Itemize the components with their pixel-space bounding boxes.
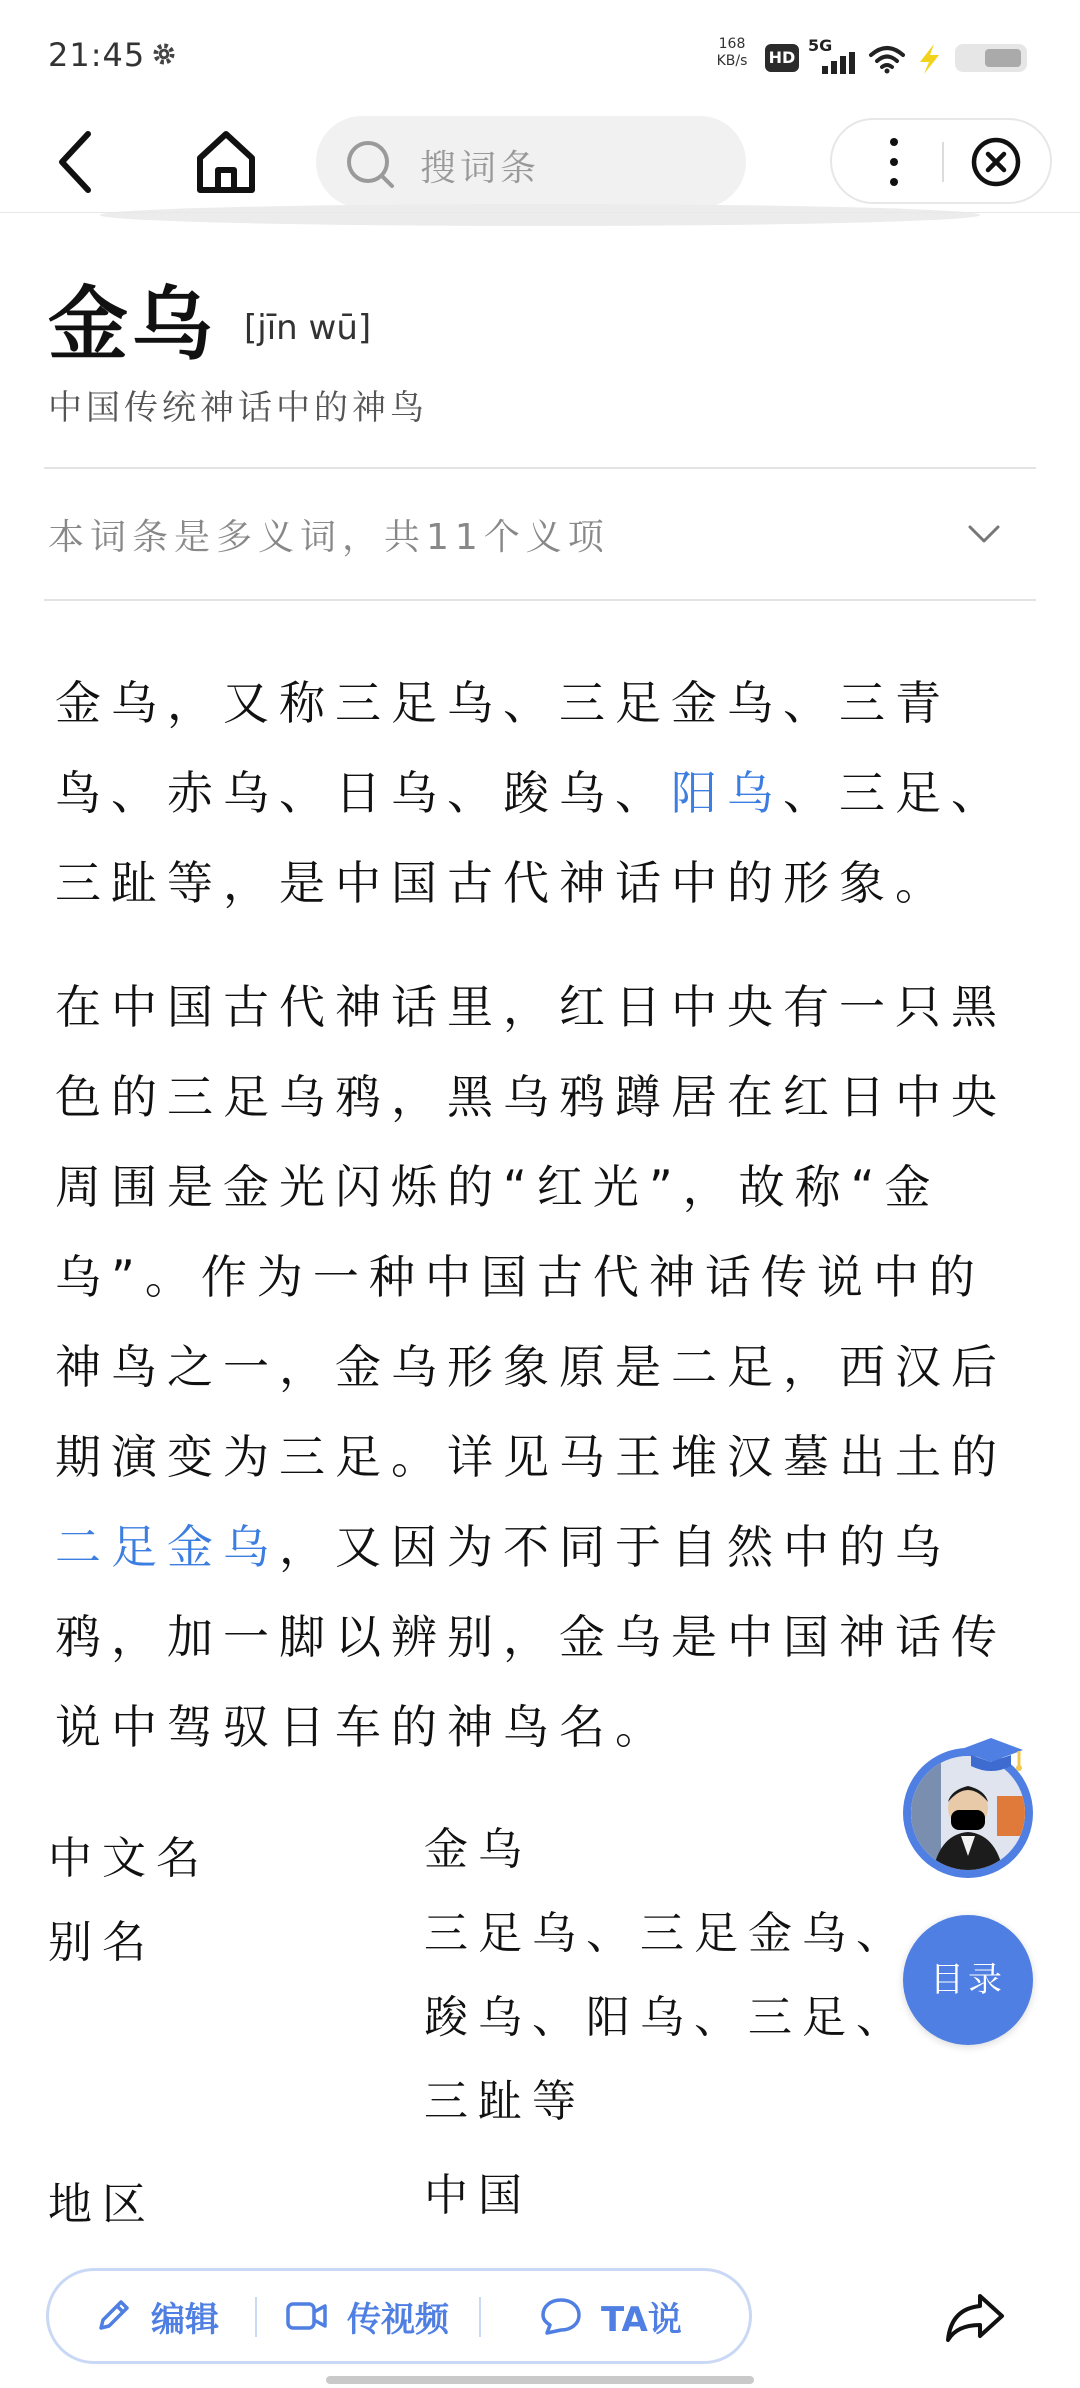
entry-subtitle: 中国传统神话中的神鸟 (48, 388, 428, 428)
close-icon[interactable] (970, 136, 1022, 188)
graduation-cap-icon (955, 1734, 1025, 1778)
link-erzu-jinwu[interactable]: 二足金乌 (55, 1520, 279, 1574)
assistant-avatar-button[interactable] (903, 1748, 1033, 1878)
polysemy-selector[interactable] (44, 469, 1036, 599)
paragraph-text: 、三足、三趾等，是中国古代神话中的形象。 (55, 766, 1007, 910)
gear-icon (150, 40, 178, 68)
infobox-value: 金乌 (424, 1824, 532, 1875)
divider (44, 599, 1036, 601)
hd-badge: HD (765, 44, 799, 72)
battery-icon (955, 44, 1027, 72)
upload-video-label: 传视频 (347, 2299, 449, 2340)
wifi-icon (868, 44, 906, 74)
network-speed-unit: KB/s (716, 53, 748, 69)
network-speed (712, 36, 752, 70)
infobox-label: 别名 (48, 1917, 156, 1968)
search-placeholder: 搜词条 (420, 148, 541, 189)
entry-pinyin[interactable]: [jīn wū] (244, 308, 372, 348)
home-indicator[interactable] (326, 2376, 754, 2384)
home-icon[interactable] (190, 126, 262, 198)
infobox-label: 中文名 (48, 1833, 210, 1884)
separator (479, 2297, 481, 2337)
infobox-label: 地区 (48, 2179, 156, 2230)
search-icon (344, 138, 396, 190)
search-input[interactable] (316, 116, 746, 208)
chevron-down-icon (964, 513, 1004, 553)
toc-button[interactable]: 目录 (903, 1915, 1033, 2045)
signal-icon (808, 36, 856, 74)
ta-talk-button[interactable] (539, 2271, 682, 2361)
edit-label: 编辑 (151, 2299, 219, 2340)
entry-title: 金乌 (48, 278, 216, 371)
separator (255, 2297, 257, 2337)
pencil-icon (93, 2296, 133, 2336)
infobox-value: 中国 (424, 2170, 532, 2221)
network-speed-value: 168 (718, 36, 746, 52)
upload-video-button[interactable] (285, 2271, 449, 2361)
nav-divider (0, 212, 1080, 213)
ta-talk-label: TA说 (601, 2299, 682, 2340)
back-icon[interactable] (46, 126, 110, 198)
bolt-icon (914, 42, 944, 76)
network-type: 5G (808, 36, 833, 55)
more-icon[interactable] (884, 136, 904, 188)
intro-paragraph (55, 658, 1035, 928)
edit-button[interactable] (93, 2271, 219, 2361)
body-paragraph (55, 962, 1035, 1772)
pill-divider (942, 142, 944, 182)
infobox-value: 三足乌、三足金乌、踆乌、阳乌、三足、三趾等 (424, 1908, 910, 2127)
bottom-actions-pill (46, 2268, 752, 2364)
paragraph-text: 金乌，又称三足乌、三足金乌、三青鸟、赤乌、日乌、踆乌、 (55, 676, 951, 820)
bottom-toolbar (0, 2240, 1080, 2388)
paragraph-text: 在中国古代神话里，红日中央有一只黑色的三足乌鸦，黑乌鸦蹲居在红日中央周围是金光闪烁的“红光”，故称“金乌”。作为一种中国古代神话传说中的神鸟之一，金乌形象原是二足，西汉后期演变为三足。详见马王堆汉墓出土的 (55, 980, 1007, 1484)
nav-bar (0, 110, 1080, 214)
chat-icon (539, 2296, 583, 2336)
video-icon (285, 2296, 329, 2336)
status-bar (0, 0, 1080, 110)
status-time: 21:45 (48, 36, 146, 74)
share-icon[interactable] (944, 2290, 1006, 2344)
nav-action-pill (830, 118, 1052, 204)
paragraph-text: ，又因为不同于自然中的乌鸦，加一脚以辨别，金乌是中国神话传说中驾驭日车的神鸟名。 (55, 1520, 1007, 1754)
link-yangwu[interactable]: 阳乌 (671, 766, 783, 820)
nav-shadow (100, 204, 980, 226)
polysemy-note: 本词条是多义词，共11个义项 (48, 517, 610, 558)
